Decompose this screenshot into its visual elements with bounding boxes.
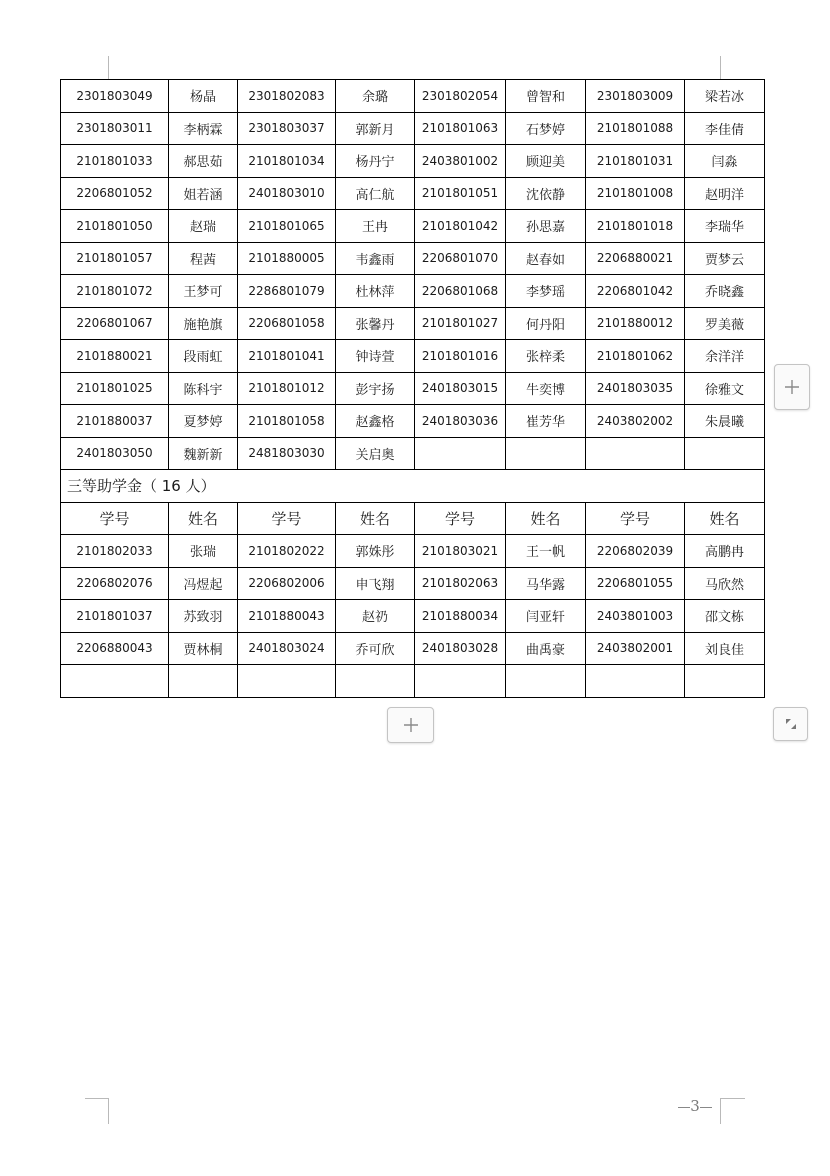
student-name-cell[interactable]: 牛奕博	[506, 372, 586, 405]
student-name-cell[interactable]	[506, 665, 586, 698]
header-name[interactable]: 姓名	[336, 502, 415, 535]
plus-icon	[783, 378, 801, 396]
student-name-cell[interactable]	[169, 665, 238, 698]
student-id-cell[interactable]: 2101801057	[61, 242, 169, 275]
student-id-cell[interactable]: 2101803021	[415, 535, 506, 568]
table-row	[61, 145, 765, 178]
table-row	[61, 177, 765, 210]
student-id-cell[interactable]: 2101801037	[61, 600, 169, 633]
student-id-cell[interactable]: 2206880021	[586, 242, 685, 275]
student-name-cell[interactable]: 魏新新	[169, 437, 238, 470]
student-id-cell[interactable]: 2101801031	[586, 145, 685, 178]
student-id-cell[interactable]: 2401803028	[415, 632, 506, 665]
header-name[interactable]: 姓名	[506, 502, 586, 535]
student-name-cell[interactable]: 申飞翔	[336, 567, 415, 600]
student-name-cell[interactable]: 闫淼	[685, 145, 765, 178]
student-id-cell[interactable]: 2403801002	[415, 145, 506, 178]
student-id-cell[interactable]	[61, 665, 169, 698]
student-id-cell[interactable]: 2206802076	[61, 567, 169, 600]
student-id-cell[interactable]: 2301803009	[586, 80, 685, 113]
student-name-cell[interactable]: 冯煜起	[169, 567, 238, 600]
crop-mark-top-left	[108, 56, 109, 79]
student-name-cell[interactable]: 马华露	[506, 567, 586, 600]
page-number	[671, 1097, 719, 1115]
student-name-cell[interactable]: 赵鑫格	[336, 405, 415, 438]
student-id-cell[interactable]: 2101801062	[586, 340, 685, 373]
student-name-cell[interactable]: 杨丹宁	[336, 145, 415, 178]
student-id-cell[interactable]: 2401803015	[415, 372, 506, 405]
student-name-cell[interactable]: 曾智和	[506, 80, 586, 113]
student-name-cell[interactable]: 余洋洋	[685, 340, 765, 373]
student-id-cell[interactable]	[238, 665, 336, 698]
student-name-cell[interactable]: 徐雅文	[685, 372, 765, 405]
student-name-cell[interactable]: 张馨丹	[336, 307, 415, 340]
student-id-cell[interactable]: 2101801016	[415, 340, 506, 373]
student-name-cell[interactable]: 关启奥	[336, 437, 415, 470]
student-id-cell[interactable]: 2101801033	[61, 145, 169, 178]
student-name-cell[interactable]: 王冉	[336, 210, 415, 243]
header-name[interactable]: 姓名	[169, 502, 238, 535]
student-id-cell[interactable]: 2101801058	[238, 405, 336, 438]
crop-mark-top-right	[720, 56, 721, 79]
crop-mark-bottom-right-h	[720, 1098, 745, 1099]
student-name-cell[interactable]: 张梓柔	[506, 340, 586, 373]
student-id-cell[interactable]: 2206802006	[238, 567, 336, 600]
student-name-cell[interactable]: 苏致羽	[169, 600, 238, 633]
student-name-cell[interactable]: 彭宇扬	[336, 372, 415, 405]
section-title[interactable]: 三等助学金（ 16 人）	[61, 470, 765, 503]
student-id-cell[interactable]: 2101801025	[61, 372, 169, 405]
student-id-cell[interactable]: 2206801055	[586, 567, 685, 600]
plus-icon	[402, 716, 420, 734]
student-name-cell[interactable]: 张瑞	[169, 535, 238, 568]
student-id-cell[interactable]: 2101880012	[586, 307, 685, 340]
student-name-cell[interactable]: 姐若涵	[169, 177, 238, 210]
student-name-cell[interactable]: 梁若冰	[685, 80, 765, 113]
student-id-cell[interactable]: 2101802033	[61, 535, 169, 568]
student-id-cell[interactable]: 2301803049	[61, 80, 169, 113]
student-id-cell[interactable]: 2401803036	[415, 405, 506, 438]
student-name-cell[interactable]: 韦鑫雨	[336, 242, 415, 275]
student-id-cell[interactable]: 2206801070	[415, 242, 506, 275]
student-id-cell[interactable]: 2301802054	[415, 80, 506, 113]
student-id-cell[interactable]: 2101801008	[586, 177, 685, 210]
table-row	[61, 210, 765, 243]
student-name-cell[interactable]: 赵礽	[336, 600, 415, 633]
student-name-cell[interactable]: 马欣然	[685, 567, 765, 600]
student-name-cell[interactable]: 高仁航	[336, 177, 415, 210]
student-name-cell[interactable]: 何丹阳	[506, 307, 586, 340]
student-name-cell[interactable]: 贾林桐	[169, 632, 238, 665]
student-name-cell[interactable]: 段雨虹	[169, 340, 238, 373]
student-name-cell[interactable]: 乔晓鑫	[685, 275, 765, 308]
student-name-cell[interactable]: 李梦瑶	[506, 275, 586, 308]
student-name-cell[interactable]: 石梦婷	[506, 112, 586, 145]
student-name-cell[interactable]: 赵明洋	[685, 177, 765, 210]
header-student-id[interactable]: 学号	[586, 502, 685, 535]
table-row	[61, 372, 765, 405]
student-name-cell[interactable]	[685, 437, 765, 470]
table-row	[61, 80, 765, 113]
student-name-cell[interactable]	[506, 437, 586, 470]
student-name-cell[interactable]: 施艳旗	[169, 307, 238, 340]
student-id-cell[interactable]: 2206801067	[61, 307, 169, 340]
section-row	[61, 470, 765, 503]
table-row	[61, 567, 765, 600]
scholarship-table	[60, 79, 765, 698]
student-id-cell[interactable]: 2101801027	[415, 307, 506, 340]
student-name-cell[interactable]: 王梦可	[169, 275, 238, 308]
student-name-cell[interactable]: 朱晨曦	[685, 405, 765, 438]
student-id-cell[interactable]	[415, 437, 506, 470]
student-id-cell[interactable]: 2101801012	[238, 372, 336, 405]
student-name-cell[interactable]: 李瑞华	[685, 210, 765, 243]
student-id-cell[interactable]: 2286801079	[238, 275, 336, 308]
table-header-row	[61, 502, 765, 535]
student-id-cell[interactable]: 2101801072	[61, 275, 169, 308]
student-id-cell[interactable]: 2206801058	[238, 307, 336, 340]
header-name[interactable]: 姓名	[685, 502, 765, 535]
student-name-cell[interactable]	[336, 665, 415, 698]
student-id-cell[interactable]: 2301803037	[238, 112, 336, 145]
table-row	[61, 242, 765, 275]
student-name-cell[interactable]: 郭姝彤	[336, 535, 415, 568]
student-name-cell[interactable]: 顾迎美	[506, 145, 586, 178]
table-row	[61, 535, 765, 568]
student-name-cell[interactable]: 陈科宇	[169, 372, 238, 405]
student-name-cell[interactable]: 邵文栋	[685, 600, 765, 633]
crop-mark-bottom-left-v	[108, 1098, 109, 1124]
student-name-cell[interactable]: 程茜	[169, 242, 238, 275]
student-name-cell[interactable]: 杨晶	[169, 80, 238, 113]
student-id-cell[interactable]: 2101801050	[61, 210, 169, 243]
student-name-cell[interactable]: 高鹏冉	[685, 535, 765, 568]
crop-mark-bottom-left-h	[85, 1098, 108, 1099]
student-name-cell[interactable]: 孙思嘉	[506, 210, 586, 243]
student-name-cell[interactable]: 郝思茹	[169, 145, 238, 178]
student-id-cell[interactable]: 2403801003	[586, 600, 685, 633]
student-name-cell[interactable]	[685, 665, 765, 698]
student-id-cell[interactable]: 2481803030	[238, 437, 336, 470]
student-name-cell[interactable]: 钟诗萱	[336, 340, 415, 373]
student-id-cell[interactable]: 2401803024	[238, 632, 336, 665]
student-id-cell[interactable]: 2206802039	[586, 535, 685, 568]
table-row	[61, 437, 765, 470]
header-student-id[interactable]: 学号	[415, 502, 506, 535]
resize-corner-icon	[783, 716, 799, 732]
student-id-cell[interactable]: 2401803050	[61, 437, 169, 470]
student-name-cell[interactable]: 罗美薇	[685, 307, 765, 340]
student-id-cell[interactable]: 2206880043	[61, 632, 169, 665]
student-id-cell[interactable]: 2101801041	[238, 340, 336, 373]
add-row-button[interactable]	[387, 707, 434, 743]
student-id-cell[interactable]: 2101880021	[61, 340, 169, 373]
student-name-cell[interactable]: 曲禹豪	[506, 632, 586, 665]
student-id-cell[interactable]: 2206801052	[61, 177, 169, 210]
table-resize-button[interactable]	[773, 707, 808, 741]
student-id-cell[interactable]: 2101801034	[238, 145, 336, 178]
table-row	[61, 112, 765, 145]
page-number-text: 3	[690, 1097, 700, 1115]
table-row	[61, 665, 765, 698]
crop-mark-bottom-right-v	[720, 1098, 721, 1124]
student-id-cell[interactable]: 2403802002	[586, 405, 685, 438]
student-name-cell[interactable]: 沈依静	[506, 177, 586, 210]
student-name-cell[interactable]: 刘良佳	[685, 632, 765, 665]
student-id-cell[interactable]: 2101801051	[415, 177, 506, 210]
table-row	[61, 275, 765, 308]
student-id-cell[interactable]: 2101880005	[238, 242, 336, 275]
student-id-cell[interactable]: 2101802022	[238, 535, 336, 568]
table-row	[61, 340, 765, 373]
student-name-cell[interactable]: 杜林萍	[336, 275, 415, 308]
student-id-cell[interactable]: 2101802063	[415, 567, 506, 600]
student-id-cell[interactable]	[586, 437, 685, 470]
student-id-cell[interactable]: 2101801063	[415, 112, 506, 145]
student-name-cell[interactable]: 夏梦婷	[169, 405, 238, 438]
table-row	[61, 632, 765, 665]
student-id-cell[interactable]: 2101880037	[61, 405, 169, 438]
student-name-cell[interactable]: 贾梦云	[685, 242, 765, 275]
student-name-cell[interactable]: 崔芳华	[506, 405, 586, 438]
student-id-cell[interactable]: 2101801018	[586, 210, 685, 243]
student-name-cell[interactable]: 赵瑞	[169, 210, 238, 243]
student-name-cell[interactable]: 李佳倩	[685, 112, 765, 145]
student-name-cell[interactable]: 乔可欣	[336, 632, 415, 665]
student-id-cell[interactable]: 2101880043	[238, 600, 336, 633]
student-name-cell[interactable]: 闫亚轩	[506, 600, 586, 633]
student-name-cell[interactable]: 李柄霖	[169, 112, 238, 145]
student-name-cell[interactable]: 王一帆	[506, 535, 586, 568]
student-id-cell[interactable]: 2301802083	[238, 80, 336, 113]
header-student-id[interactable]: 学号	[61, 502, 169, 535]
student-id-cell[interactable]: 2206801068	[415, 275, 506, 308]
student-name-cell[interactable]: 余璐	[336, 80, 415, 113]
student-id-cell[interactable]: 2401803010	[238, 177, 336, 210]
student-id-cell[interactable]: 2101801065	[238, 210, 336, 243]
table-row	[61, 405, 765, 438]
student-id-cell[interactable]	[415, 665, 506, 698]
student-id-cell[interactable]: 2101801042	[415, 210, 506, 243]
student-id-cell[interactable]: 2301803011	[61, 112, 169, 145]
table-row	[61, 307, 765, 340]
student-name-cell[interactable]: 赵春如	[506, 242, 586, 275]
student-id-cell[interactable]	[586, 665, 685, 698]
student-name-cell[interactable]: 郭新月	[336, 112, 415, 145]
student-id-cell[interactable]: 2101801088	[586, 112, 685, 145]
student-id-cell[interactable]: 2206801042	[586, 275, 685, 308]
header-student-id[interactable]: 学号	[238, 502, 336, 535]
student-id-cell[interactable]: 2101880034	[415, 600, 506, 633]
add-column-button[interactable]	[774, 364, 810, 410]
student-id-cell[interactable]: 2403802001	[586, 632, 685, 665]
table-row	[61, 600, 765, 633]
student-id-cell[interactable]: 2401803035	[586, 372, 685, 405]
